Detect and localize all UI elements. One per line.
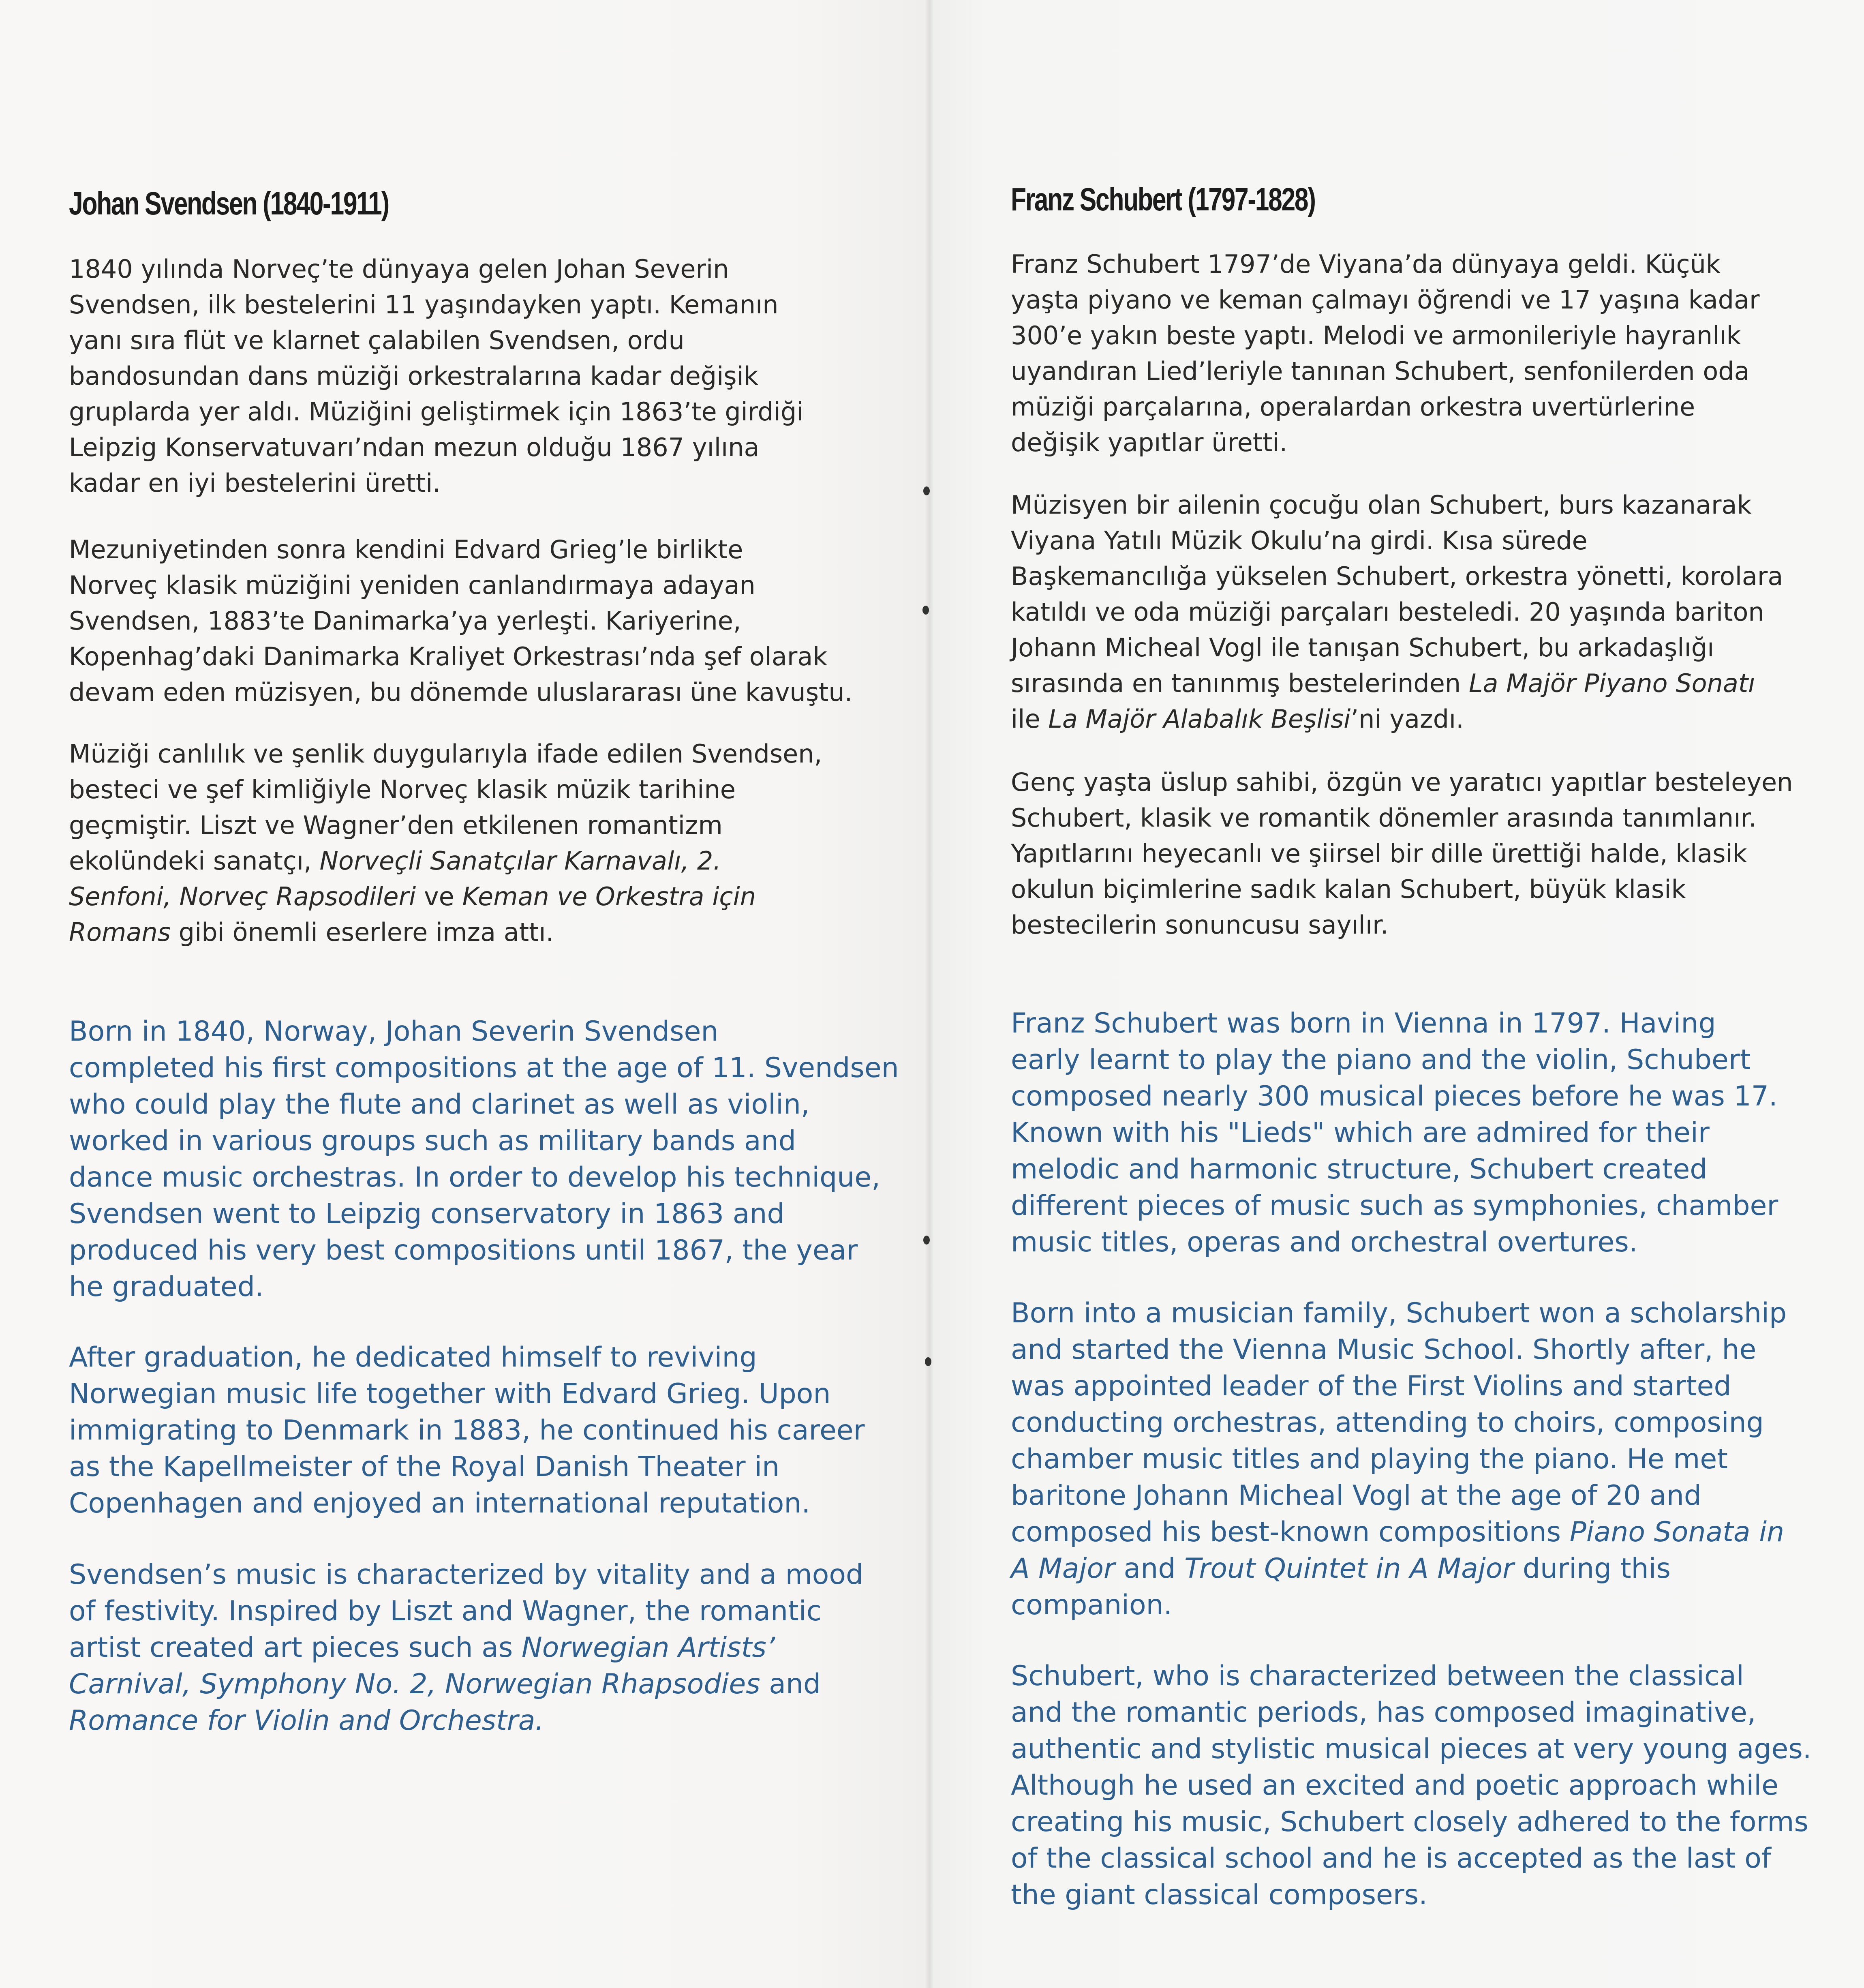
text-line: [1011, 1441, 1787, 1478]
text-line: [1011, 1405, 1787, 1441]
text-run: bandosundan dans müziği orkestralarına kadar değişik: [69, 361, 758, 391]
text-line: [69, 843, 822, 879]
text-run: Kopenhag’daki Danimarka Kraliyet Orkestrası’nda şef olarak: [69, 642, 828, 671]
text-run: of the classical school and he is accepted as the last of: [1011, 1842, 1771, 1874]
italic-title: Carnival, Symphony No. 2, Norwegian Rhapsodies: [69, 1668, 760, 1700]
text-run: completed his first compositions at the age of 11. Svendsen: [69, 1052, 899, 1084]
text-line: [69, 1485, 865, 1522]
svendsen-tr-paragraph-3: [69, 736, 822, 950]
text-run: worked in various groups such as military bands and: [69, 1125, 796, 1157]
text-line: [69, 1269, 899, 1305]
text-line: [1011, 1695, 1811, 1731]
text-run: conducting orchestras, attending to choirs, composing: [1011, 1407, 1764, 1439]
italic-title: Norveçli Sanatçılar Karnavalı, 2.: [319, 846, 721, 876]
text-run: Başkemancılığa yükselen Schubert, orkestra yönetti, korolara: [1011, 561, 1783, 591]
text-run: authentic and stylistic musical pieces at very young ages.: [1011, 1733, 1812, 1765]
text-run: Johann Micheal Vogl ile tanışan Schubert, bu arkadaşlığı: [1011, 633, 1714, 662]
text-line: [1011, 282, 1759, 318]
text-line: [69, 1666, 863, 1703]
text-line: [1011, 1295, 1787, 1332]
text-line: [1011, 1368, 1787, 1405]
schubert-en-paragraph-3: [1011, 1658, 1811, 1913]
italic-title: La Majör Alabalık Beşlisi: [1048, 704, 1351, 734]
text-line: [1011, 872, 1793, 907]
text-run: composed nearly 300 musical pieces before he was 17.: [1011, 1080, 1778, 1112]
text-run: Svendsen went to Leipzig conservatory in 1863 and: [69, 1198, 785, 1230]
text-line: [1011, 523, 1783, 559]
text-run: Mezuniyetinden sonra kendini Edvard Grieg’le birlikte: [69, 535, 743, 564]
text-line: [69, 532, 852, 568]
text-line: [1011, 1551, 1787, 1587]
text-line: [69, 1232, 899, 1269]
staple-hole: [923, 1236, 930, 1245]
text-line: [1011, 1587, 1787, 1624]
text-run: besteci ve şef kimliğiyle Norveç klasik müzik tarihine: [69, 775, 736, 804]
text-line: [69, 1013, 899, 1050]
text-line: [1011, 666, 1783, 701]
text-line: [1011, 353, 1759, 389]
text-line: [69, 1159, 899, 1196]
text-run: devam eden müzisyen, bu dönemde uluslararası üne kavuştu.: [69, 677, 853, 707]
text-run: sırasında en tanınmış bestelerinden: [1011, 668, 1469, 698]
staple-hole: [922, 606, 929, 615]
svendsen-en-paragraph-2: [69, 1339, 865, 1522]
text-line: [1011, 765, 1793, 800]
text-run: Svendsen, ilk bestelerini 11 yaşındayken yaptı. Kemanın: [69, 290, 779, 319]
text-run: Müziği canlılık ve şenlik duygularıyla ifade edilen Svendsen,: [69, 739, 822, 769]
text-run: as the Kapellmeister of the Royal Danish Theater in: [69, 1451, 780, 1483]
text-run: kadar en iyi bestelerini üretti.: [69, 468, 441, 498]
text-run: composed his best-known compositions: [1011, 1516, 1570, 1548]
text-run: Franz Schubert was born in Vienna in 1797. Having: [1011, 1007, 1716, 1039]
text-line: [1011, 907, 1793, 943]
text-run: produced his very best compositions until 1867, the year: [69, 1234, 858, 1266]
text-run: ile: [1011, 704, 1049, 734]
text-line: [69, 358, 803, 394]
text-run: katıldı ve oda müziği parçaları besteledi. 20 yaşında bariton: [1011, 597, 1764, 627]
text-line: [1011, 559, 1783, 594]
text-line: [69, 1593, 863, 1630]
text-line: [1011, 800, 1793, 836]
text-line: [1011, 1332, 1787, 1368]
text-line: [69, 1557, 863, 1593]
text-line: [1011, 836, 1793, 872]
text-run: who could play the flute and clarinet as well as violin,: [69, 1088, 810, 1120]
text-run: Born into a musician family, Schubert won a scholarship: [1011, 1297, 1787, 1329]
text-line: [1011, 1078, 1778, 1115]
text-line: [69, 465, 803, 501]
italic-title: A Major: [1011, 1553, 1115, 1585]
text-run: gibi önemli eserlere imza attı.: [171, 917, 554, 947]
text-run: he graduated.: [69, 1271, 264, 1303]
svendsen-tr-paragraph-1: [69, 251, 803, 501]
italic-title: Keman ve Orkestra için: [462, 882, 756, 911]
text-run: Svendsen, 1883’te Danimarka’ya yerleşti. Kariyerine,: [69, 606, 741, 636]
text-run: 1840 yılında Norveç’te dünyaya gelen Johan Severin: [69, 254, 729, 284]
text-run: ekolündeki sanatçı,: [69, 846, 320, 876]
text-run: different pieces of music such as symphonies, chamber: [1011, 1190, 1778, 1222]
text-line: [69, 736, 822, 772]
text-line: [69, 1123, 899, 1159]
text-run: companion.: [1011, 1589, 1173, 1621]
text-run: and: [760, 1668, 821, 1700]
text-line: [1011, 1840, 1811, 1877]
text-line: [69, 603, 852, 639]
text-run: 300’e yakın beste yaptı. Melodi ve armonileriyle hayranlık: [1011, 321, 1741, 350]
schubert-tr-paragraph-2: [1011, 487, 1783, 737]
text-line: [69, 915, 822, 950]
text-run: immigrating to Denmark in 1883, he continued his career: [69, 1414, 865, 1446]
text-line: [69, 1412, 865, 1449]
text-run: Yapıtlarını heyecanlı ve şiirsel bir dille ürettiği halde, klasik: [1011, 839, 1747, 868]
text-line: [69, 568, 852, 603]
text-line: [69, 1086, 899, 1123]
text-run: baritone Johann Micheal Vogl at the age of 20 and: [1011, 1480, 1701, 1512]
text-run: okulun biçimlerine sadık kalan Schubert, büyük klasik: [1011, 874, 1686, 904]
text-run: Norveç klasik müziğini yeniden canlandırmaya adayan: [69, 570, 755, 600]
schubert-heading: Franz Schubert (1797-1828): [1011, 181, 1315, 217]
italic-title: Piano Sonata in: [1569, 1516, 1785, 1548]
text-line: [69, 1050, 899, 1086]
text-run: yaşta piyano ve keman çalmayı öğrendi ve 17 yaşına kadar: [1011, 285, 1760, 315]
svendsen-en-paragraph-1: [69, 1013, 899, 1305]
text-run: early learnt to play the piano and the violin, Schubert: [1011, 1044, 1751, 1076]
text-run: the giant classical composers.: [1011, 1879, 1427, 1911]
text-run: müziği parçalarına, operalardan orkestra uvertürlerine: [1011, 392, 1695, 422]
text-run: and the romantic periods, has composed imaginative,: [1011, 1697, 1756, 1729]
text-line: [1011, 630, 1783, 666]
text-run: Schubert, klasik ve romantik dönemler arasında tanımlanır.: [1011, 803, 1757, 833]
text-line: [1011, 246, 1759, 282]
text-line: [69, 879, 822, 915]
italic-title: Trout Quintet in A Major: [1184, 1553, 1514, 1585]
text-run: artist created art pieces such as: [69, 1632, 522, 1664]
text-line: [1011, 1224, 1778, 1261]
staple-hole: [925, 1357, 931, 1366]
text-line: [1011, 1804, 1811, 1840]
text-line: [69, 1196, 899, 1232]
text-run: dance music orchestras. In order to develop his technique,: [69, 1161, 880, 1193]
text-run: was appointed leader of the First Violins and started: [1011, 1370, 1731, 1402]
text-line: [69, 675, 852, 710]
text-line: [1011, 594, 1783, 630]
text-line: [69, 394, 803, 430]
text-run: ve: [416, 882, 462, 911]
text-run: chamber music titles and playing the piano. He met: [1011, 1443, 1728, 1475]
text-line: [1011, 1658, 1811, 1695]
text-run: music titles, operas and orchestral overtures.: [1011, 1226, 1638, 1258]
text-run: and: [1115, 1553, 1185, 1585]
text-line: [1011, 1731, 1811, 1767]
text-line: [1011, 701, 1783, 737]
text-line: [69, 1376, 865, 1412]
text-run: bestecilerin sonuncusu sayılır.: [1011, 910, 1389, 940]
text-run: melodic and harmonic structure, Schubert created: [1011, 1153, 1708, 1185]
text-line: [1011, 1514, 1787, 1551]
text-run: geçmiştir. Liszt ve Wagner’den etkilenen romantizm: [69, 810, 723, 840]
svendsen-en-paragraph-3: [69, 1557, 863, 1739]
text-line: [1011, 1042, 1778, 1078]
booklet-spine: [925, 0, 934, 1988]
text-line: [1011, 1478, 1787, 1514]
italic-title: Senfoni, Norveç Rapsodileri: [69, 882, 416, 911]
text-run: Known with his "Lieds" which are admired for their: [1011, 1117, 1710, 1149]
italic-title: La Majör Piyano Sonatı: [1468, 668, 1755, 698]
staple-hole: [923, 486, 930, 495]
svendsen-heading: Johan Svendsen (1840-1911): [69, 185, 389, 221]
text-line: [1011, 1188, 1778, 1224]
text-line: [69, 1630, 863, 1666]
text-run: Norwegian music life together with Edvard Grieg. Upon: [69, 1378, 831, 1410]
schubert-en-paragraph-2: [1011, 1295, 1787, 1624]
left-page: [0, 0, 929, 1988]
text-line: [1011, 1767, 1811, 1804]
italic-title: Romance for Violin and Orchestra.: [69, 1705, 544, 1737]
text-run: Franz Schubert 1797’de Viyana’da dünyaya geldi. Küçük: [1011, 249, 1721, 279]
text-run: Copenhagen and enjoyed an international reputation.: [69, 1487, 811, 1519]
text-line: [69, 808, 822, 843]
text-line: [69, 1339, 865, 1376]
text-line: [69, 430, 803, 465]
text-run: and started the Vienna Music School. Shortly after, he: [1011, 1334, 1757, 1366]
text-run: creating his music, Schubert closely adhered to the forms: [1011, 1806, 1808, 1838]
text-line: [1011, 1115, 1778, 1151]
text-line: [69, 1449, 865, 1485]
text-line: [69, 287, 803, 323]
text-line: [69, 323, 803, 358]
text-run: Schubert, who is characterized between the classical: [1011, 1660, 1744, 1692]
text-run: of festivity. Inspired by Liszt and Wagner, the romantic: [69, 1595, 822, 1627]
text-run: Although he used an excited and poetic approach while: [1011, 1769, 1778, 1802]
svendsen-tr-paragraph-2: [69, 532, 852, 710]
text-run: Genç yaşta üslup sahibi, özgün ve yaratıcı yapıtlar besteleyen: [1011, 767, 1793, 797]
text-line: [1011, 1005, 1778, 1042]
text-line: [1011, 389, 1759, 425]
text-line: [1011, 1877, 1811, 1913]
text-run: uyandıran Lied’leriyle tanınan Schubert, senfonilerden oda: [1011, 356, 1750, 386]
text-run: Müzisyen bir ailenin çocuğu olan Schubert, burs kazanarak: [1011, 490, 1752, 520]
schubert-tr-paragraph-3: [1011, 765, 1793, 943]
text-run: After graduation, he dedicated himself to reviving: [69, 1341, 757, 1373]
text-run: gruplarda yer aldı. Müziğini geliştirmek için 1863’te girdiği: [69, 397, 804, 426]
text-line: [69, 772, 822, 808]
schubert-en-paragraph-1: [1011, 1005, 1778, 1261]
italic-title: Romans: [69, 917, 171, 947]
text-run: değişik yapıtlar üretti.: [1011, 428, 1288, 457]
italic-title: Norwegian Artists’: [521, 1632, 775, 1664]
text-line: [69, 1703, 863, 1739]
text-line: [1011, 318, 1759, 353]
text-run: Born in 1840, Norway, Johan Severin Svendsen: [69, 1015, 719, 1048]
text-line: [69, 639, 852, 675]
text-run: ’ni yazdı.: [1350, 704, 1464, 734]
text-run: Viyana Yatılı Müzik Okulu’na girdi. Kısa sürede: [1011, 526, 1588, 555]
text-line: [1011, 487, 1783, 523]
text-run: during this: [1514, 1553, 1671, 1585]
text-line: [1011, 1151, 1778, 1188]
text-run: Leipzig Konservatuvarı’ndan mezun olduğu 1867 yılına: [69, 433, 760, 462]
schubert-tr-paragraph-1: [1011, 246, 1759, 461]
text-run: yanı sıra flüt ve klarnet çalabilen Svendsen, ordu: [69, 326, 685, 355]
text-run: Svendsen’s music is characterized by vitality and a mood: [69, 1559, 864, 1591]
text-line: [69, 251, 803, 287]
text-line: [1011, 425, 1759, 461]
